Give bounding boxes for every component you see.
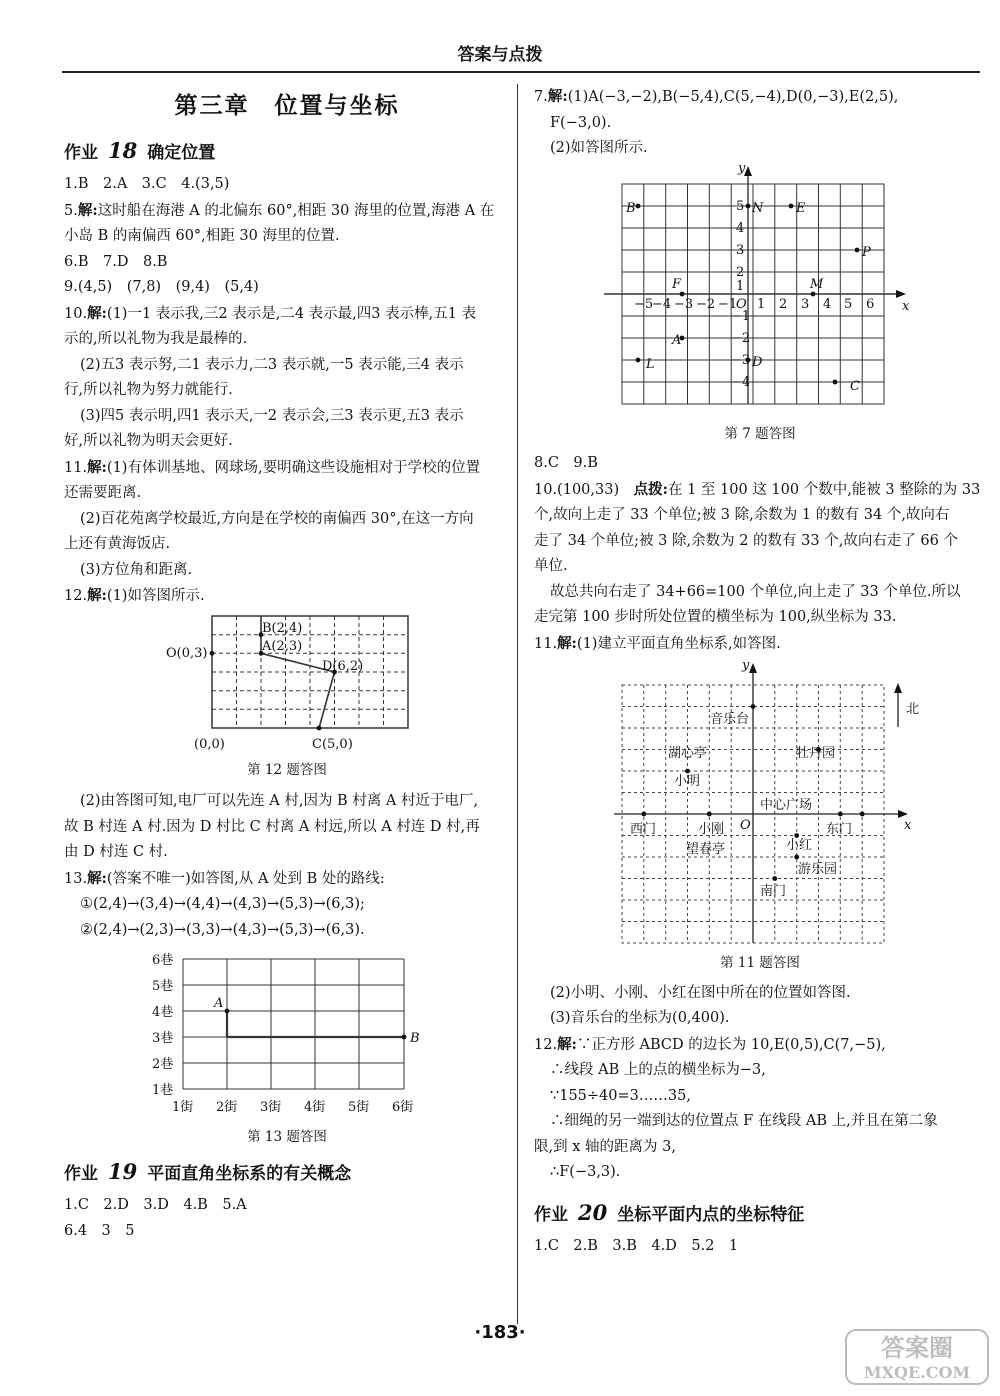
x-tick: 2 [779, 296, 788, 312]
x-tick: −5 [634, 296, 654, 312]
place-label: 小明 [674, 774, 701, 789]
solution-label: 解: [557, 634, 577, 652]
point-B: B [410, 1031, 420, 1046]
y-axis-label: y [738, 161, 746, 176]
answer-line: (2)由答图可知,电厂可以先连 A 村,因为 B 村离 A 村近于电厂, [80, 793, 479, 809]
answer-line: (2)小明、小刚、小红在图中所在的位置如答图. [550, 984, 851, 1001]
place-label: 南门 [760, 884, 787, 899]
point-label: D [752, 354, 763, 370]
answer-line: 8.C 9.B [534, 455, 598, 471]
x-tick: 3 [801, 296, 810, 312]
row-label: 4巷 [152, 1005, 174, 1020]
hw19-heading: 作业 19 平面直角坐标系的有关概念 [64, 1158, 352, 1184]
col-label: 1街 [172, 1100, 194, 1115]
solution-label: 解: [87, 458, 107, 476]
figure-7-caption: 第 7 题答图 [724, 425, 796, 442]
place-label: 游乐园 [798, 862, 838, 877]
y-tick: 5 [736, 198, 745, 214]
y-tick: −1 [731, 308, 751, 324]
label-D: D(6,2) [322, 658, 364, 674]
point-label: B [626, 200, 636, 216]
figure-13-diagram [64, 951, 510, 1119]
point-label: P [862, 244, 871, 260]
label-A: A(2,3) [262, 638, 303, 654]
answer-line: 由 D 村连 C 村. [64, 844, 168, 860]
y-tick: 1 [736, 278, 745, 294]
answer-line: 10.解:(1)一1 表示我,三2 表示是,二4 表示最,四3 表示棒,五1 表 [64, 304, 477, 322]
answer-line: 1.C 2.D 3.D 4.B 5.A [64, 1197, 247, 1213]
left-column [64, 90, 510, 1244]
place-label: 西门 [630, 822, 657, 837]
x-tick: 5 [844, 296, 853, 312]
answer-line: 故 B 村连 A 村.因为 D 村比 C 村离 A 村远,所以 A 村连 D 村,再 [64, 818, 480, 835]
answer-line: 1.B 2.A 3.C 4.(3,5) [64, 176, 230, 192]
point-label: C [850, 378, 860, 394]
answer-line: (2)如答图所示. [550, 140, 648, 156]
y-tick: −4 [731, 374, 751, 390]
y-tick: 2 [736, 264, 745, 280]
y-tick: 3 [736, 242, 745, 258]
x-tick: −3 [674, 296, 694, 312]
solution-label: 解: [547, 88, 568, 105]
col-label: 5街 [348, 1100, 370, 1115]
north-label: 北 [906, 702, 920, 717]
right-column [534, 84, 986, 1260]
running-header: 答案与点拨 [457, 45, 543, 65]
page-number: ·183· [474, 1322, 526, 1343]
answer-line: (3)音乐台的坐标为(0,400). [550, 1010, 730, 1026]
answer-line: 走了 34 个单位;被 3 除,余数为 2 的数有 33 个,故向右走了 66 个 [534, 532, 958, 549]
answer-line: ∴F(−3,3). [550, 1164, 621, 1180]
answer-line: ∵155÷40=3……35, [550, 1087, 691, 1104]
point-label: A [672, 332, 682, 348]
place-label: 中心广场 [760, 798, 813, 813]
x-axis-label: x [902, 298, 910, 314]
figure-7-diagram [534, 162, 986, 420]
answer-line: 13.解:(答案不唯一)如答图,从 A 处到 B 处的路线: [64, 869, 385, 887]
x-tick: 4 [823, 296, 832, 312]
answer-line: (3)四5 表示明,四1 表示天,一2 表示会,三3 表示更,五3 表示 [80, 407, 464, 424]
hw18-heading [64, 138, 510, 167]
col-label: 3街 [260, 1100, 282, 1115]
figure-7 [534, 162, 986, 420]
answer-line: 6.B 7.D 8.B [64, 253, 168, 270]
solution-label: 解: [87, 587, 107, 604]
answer-line: 好,所以礼物为明天会更好. [64, 433, 233, 449]
header-rule [62, 71, 980, 73]
point-A: A [214, 996, 224, 1011]
answer-line: 10.(100,33) 点拨:在 1 至 100 这 100 个数中,能被 3 整除的为 33 [534, 480, 981, 498]
origin-label: O [736, 296, 747, 312]
x-tick: 1 [757, 296, 766, 312]
point-label: N [752, 200, 764, 216]
column-divider [517, 84, 518, 1324]
answer-line: 故总共向右走了 34+66=100 个单位,向上走了 33 个单位.所以 [550, 583, 961, 600]
label-C: C(5,0) [312, 736, 353, 752]
x-tick: −2 [696, 296, 716, 312]
row-label: 6巷 [152, 953, 174, 968]
answer-line: ②(2,4)→(2,3)→(3,3)→(4,3)→(5,3)→(6,3). [80, 921, 365, 938]
y-tick: −3 [731, 352, 751, 368]
figure-12-caption: 第 12 题答图 [247, 761, 327, 778]
answer-line: 6.4 3 5 [64, 1222, 135, 1239]
solution-label: 解: [77, 201, 98, 219]
row-label: 5巷 [152, 979, 174, 994]
figure-12-diagram [64, 610, 510, 756]
label-O: O(0,3) [166, 645, 208, 661]
label-origin: (0,0) [194, 736, 225, 752]
answer-line: 单位. [534, 558, 568, 574]
answer-line: 小岛 B 的南偏西 60°,相距 30 海里的位置. [64, 228, 340, 244]
answer-line: 走完第 100 步时所处位置的横坐标为 100,纵坐标为 33. [534, 609, 897, 625]
x-tick: −4 [652, 296, 672, 312]
answer-line: 11.解:(1)有体训基地、网球场,要明确这些设施相对于学校的位置 [64, 458, 481, 476]
answer-line: 12.解:(1)如答图所示. [64, 587, 205, 604]
solution-label: 解: [87, 869, 107, 887]
answer-line: (2)百花苑离学校最近,方向是在学校的南偏西 30°,在这一方向 [80, 510, 474, 527]
x-tick: −1 [718, 296, 738, 312]
point-label: E [796, 200, 806, 216]
y-axis-label: y [742, 658, 750, 673]
answer-line: (3)方位角和距离. [80, 561, 193, 578]
point-label: F [672, 276, 682, 292]
answer-line: 上还有黄海饭店. [64, 536, 171, 552]
figure-13 [64, 951, 510, 1119]
answer-line: 示的,所以礼物为我是最棒的. [64, 331, 248, 347]
answer-line: 9.(4,5) (7,8) (9,4) (5,4) [64, 279, 259, 295]
answer-line: 限,到 x 轴的距离为 3, [534, 1138, 676, 1155]
col-label: 6街 [392, 1100, 414, 1115]
answer-line: ①(2,4)→(3,4)→(4,4)→(4,3)→(5,3)→(6,3); [80, 896, 365, 912]
place-label: 望春亭 [686, 842, 726, 857]
watermark-logo [842, 1326, 992, 1388]
place-label: 东门 [826, 822, 853, 837]
row-label: 1巷 [152, 1083, 174, 1098]
answer-line: 个,故向上走了 33 个单位;被 3 除,余数为 1 的数有 34 个,故向右 [534, 507, 950, 523]
origin-label: O [740, 818, 751, 833]
watermark-text: 答案圈 [881, 1333, 953, 1362]
col-label: 2街 [216, 1100, 238, 1115]
y-tick: 4 [736, 220, 745, 236]
row-label: 2巷 [152, 1057, 174, 1072]
answer-line: 行,所以礼物为努力就能行. [64, 382, 233, 398]
point-label: M [810, 276, 824, 292]
watermark-url: MXQE.COM [863, 1363, 971, 1382]
answer-line: 7.解:(1)A(−3,−2),B(−5,4),C(5,−4),D(0,−3),E(2,5), [534, 88, 899, 105]
figure-11 [534, 657, 986, 949]
answer-line: (2)五3 表示努,二1 表示力,二3 表示就,一5 表示能,三4 表示 [80, 356, 464, 373]
figure-13-caption: 第 13 题答图 [247, 1129, 327, 1145]
place-label: 小红 [786, 838, 813, 853]
answer-line: 12.解:∵正方形 ABCD 的边长为 10,E(0,5),C(7,−5), [534, 1035, 886, 1053]
figure-11-caption: 第 11 题答图 [720, 955, 800, 971]
row-label: 3巷 [152, 1031, 174, 1046]
place-label: 牡丹园 [796, 746, 836, 761]
answer-line: F(−3,0). [550, 114, 612, 131]
col-label: 4街 [304, 1100, 326, 1115]
x-axis-label: x [904, 818, 912, 833]
figure-12 [64, 610, 510, 756]
hw-title: 确定位置 [147, 142, 216, 163]
answer-line: 还需要距离. [64, 485, 142, 501]
solution-label: 解: [557, 1035, 577, 1053]
solution-label: 解: [87, 304, 107, 322]
answer-line: ∴线段 AB 上的点的横坐标为−3, [550, 1062, 766, 1078]
answer-line: 11.解:(1)建立平面直角坐标系,如答图. [534, 634, 781, 652]
x-tick: 6 [866, 296, 875, 312]
chapter-title: 第三章 位置与坐标 [174, 93, 400, 119]
place-label: 音乐台 [710, 712, 750, 727]
place-label: 小刚 [698, 822, 725, 837]
point-label: L [646, 356, 655, 372]
hw-prefix: 作业 [64, 142, 98, 163]
figure-11-diagram [534, 657, 986, 949]
label-B: B(2,4) [262, 620, 303, 636]
answer-line: 5.解:这时船在海港 A 的北偏东 60°,相距 30 海里的位置,海港 A 在 [64, 201, 495, 219]
answer-line: 1.C 2.B 3.B 4.D 5.2 1 [534, 1238, 739, 1254]
answer-line: ∴细绳的另一端到达的位置点 F 在线段 AB 上,并且在第二象 [550, 1113, 938, 1129]
hint-label: 点拨: [633, 480, 668, 498]
hw20-heading: 作业 20 坐标平面内点的坐标特征 [534, 1199, 805, 1225]
y-tick: −2 [731, 330, 751, 346]
hw-number: 18 [108, 137, 138, 163]
place-label: 湖心亭 [668, 746, 708, 761]
